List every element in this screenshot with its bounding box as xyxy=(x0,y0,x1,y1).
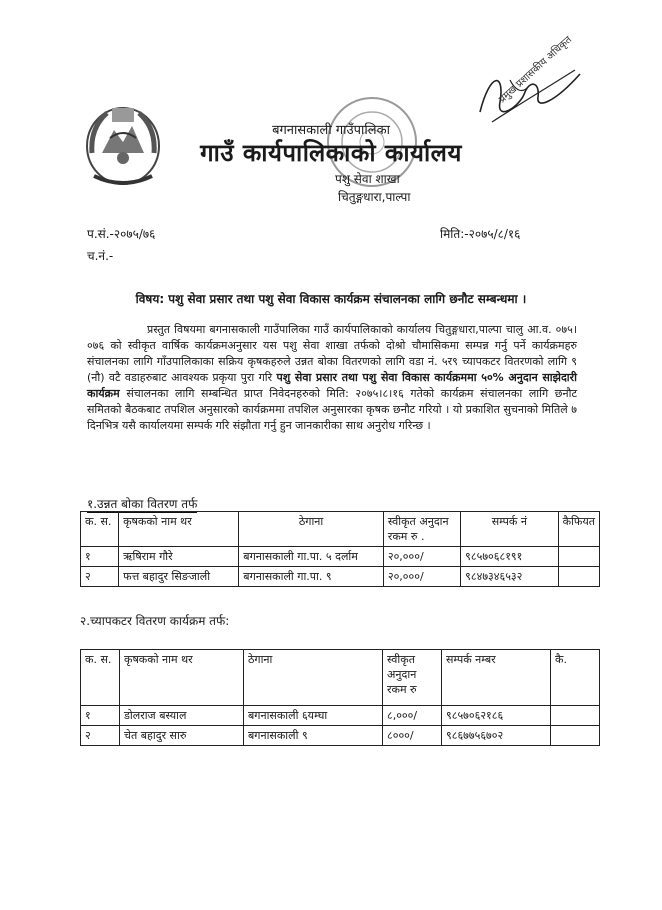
branch-name: पशु सेवा शाखा xyxy=(335,172,400,186)
table-row xyxy=(81,706,600,726)
col-remarks: कैफियत xyxy=(558,512,599,547)
municipality-name: बगनासकाली गाउँपालिका xyxy=(272,123,390,138)
cell-sn: १ xyxy=(81,706,120,726)
section-2-table xyxy=(80,649,600,746)
letter-date: मिति:-२०७५/८/१६ xyxy=(440,227,521,241)
cell-remarks xyxy=(551,706,600,726)
body-part-2: संचालनका लागि सम्बन्धित प्राप्त निवेदनहरुको मिति: २०७५।८।१६ गतेको कार्यक्रम संचालनका लागि छनौट समितको बैठकबाट तपशिल अनुसारको कार्यक्रममा तपशिल अनुसारका कृषक छनौट गरियो । यो प्रकाशित सुचनाको मितिले ७ दिनभित्र यसै कार्यालयमा सम्पर्क गरि संझौता गर्नु हुन जानकारीका साथ अनुरोध गरिन्छ । xyxy=(87,387,577,432)
cell-contact: ९८५७०६२१८६ xyxy=(442,706,551,726)
cell-sn: २ xyxy=(81,567,119,587)
reference-number: प.सं.-२०७५/७६ xyxy=(87,227,156,241)
section-1-table xyxy=(80,511,600,587)
cell-amount: ८०००/ xyxy=(383,726,442,746)
cell-farmer: फत्त बहादुर सिङजाली xyxy=(119,567,239,587)
cell-address: बगनासकाली ९ xyxy=(244,726,383,746)
cell-contact: ९८६७७५६७०२ xyxy=(442,726,551,746)
body-part-1: प्रस्तुत विषयमा बगनासकाली गाउँपालिका गाउँ कार्यपालिकाको कार्यालय चितुङ्गधारा,पाल्पा चालु आ.व. ०७५।०७६ को स्वीकृत वार्षिक कार्यक्रमअनुसार यस पशु सेवा शाखा तर्फको दोश्रो चौमासिकमा सम्पन्न गर्नु पर्ने कार्यक्रमहरु संचालनका लागि गाँउपालिकाका सक्रिय कृषकहरुले उन्नत बोका वितरणको लागि वडा नं. ५र९ च्यापकटर वितरणको लागि ९ (नौ) वटै वडाहरुबाट आवश्यक प्रकृया पुरा गरि xyxy=(87,323,577,384)
cell-address: बगनासकाली गा.पा. ९ xyxy=(239,567,384,587)
col-remarks: कै. xyxy=(551,650,600,706)
section-1-title: १.उन्नत बोका वितरण तर्फ xyxy=(87,497,198,511)
col-amount: स्वीकृत अनुदान रकम रु xyxy=(383,650,442,706)
letter-subject: विषय: पशु सेवा प्रसार तथा पशु सेवा विकास कार्यक्रम संचालनका लागि छनौट सम्बन्धमा । xyxy=(135,292,527,306)
table-header-row xyxy=(81,512,600,547)
cell-address: बगनासकाली ६यम्घा xyxy=(244,706,383,726)
cell-sn: २ xyxy=(81,726,120,746)
cell-amount: २०,०००/ xyxy=(383,547,460,567)
table-row xyxy=(81,726,600,746)
cell-amount: ८,०००/ xyxy=(383,706,442,726)
cell-farmer: डोलराज बस्याल xyxy=(120,706,244,726)
cell-remarks xyxy=(558,547,599,567)
table-header-row xyxy=(81,650,600,706)
cell-sn: १ xyxy=(81,547,119,567)
cell-farmer: ऋषिराम गौरे xyxy=(119,547,239,567)
col-sn: क. स. xyxy=(81,650,120,706)
dispatch-number: च.नं.- xyxy=(87,249,114,263)
table-row xyxy=(81,547,600,567)
cell-contact: ९८४७३४६५३२ xyxy=(461,567,558,587)
cell-contact: ९८५७०६८१९१ xyxy=(461,547,558,567)
office-title: गाउँ कार्यपालिकाको कार्यालय xyxy=(200,139,462,167)
col-amount: स्वीकृत अनुदान रकम रु . xyxy=(383,512,460,547)
col-address: ठेगाना xyxy=(239,512,384,547)
section-2-title: २.च्यापकटर वितरण कार्यक्रम तर्फ: xyxy=(80,614,230,628)
col-sn: क. स. xyxy=(81,512,119,547)
signature-designation: प्रमुख प्रशासकीय अधिकृत xyxy=(497,34,575,106)
office-location: चितुङ्गधारा,पाल्पा xyxy=(338,190,411,204)
cell-farmer: चेत बहादुर सारु xyxy=(120,726,244,746)
col-farmer: कृषकको नाम थर xyxy=(119,512,239,547)
body-bold-program: पशु सेवा प्रसार तथा पशु सेवा विकास कार्यक्रममा ५०% अनुदान साझेदारी कार्यक्रम xyxy=(87,371,577,400)
table-row xyxy=(81,567,600,587)
col-contact: सम्पर्क नं xyxy=(461,512,558,547)
cell-address: बगनासकाली गा.पा. ५ दर्लाम xyxy=(239,547,384,567)
cell-remarks xyxy=(558,567,599,587)
col-farmer: कृषकको नाम थर xyxy=(120,650,244,706)
letter-body xyxy=(87,322,577,434)
col-contact: सम्पर्क नम्बर xyxy=(442,650,551,706)
cell-amount: २०,०००/ xyxy=(383,567,460,587)
cell-remarks xyxy=(551,726,600,746)
col-address: ठेगाना xyxy=(244,650,383,706)
